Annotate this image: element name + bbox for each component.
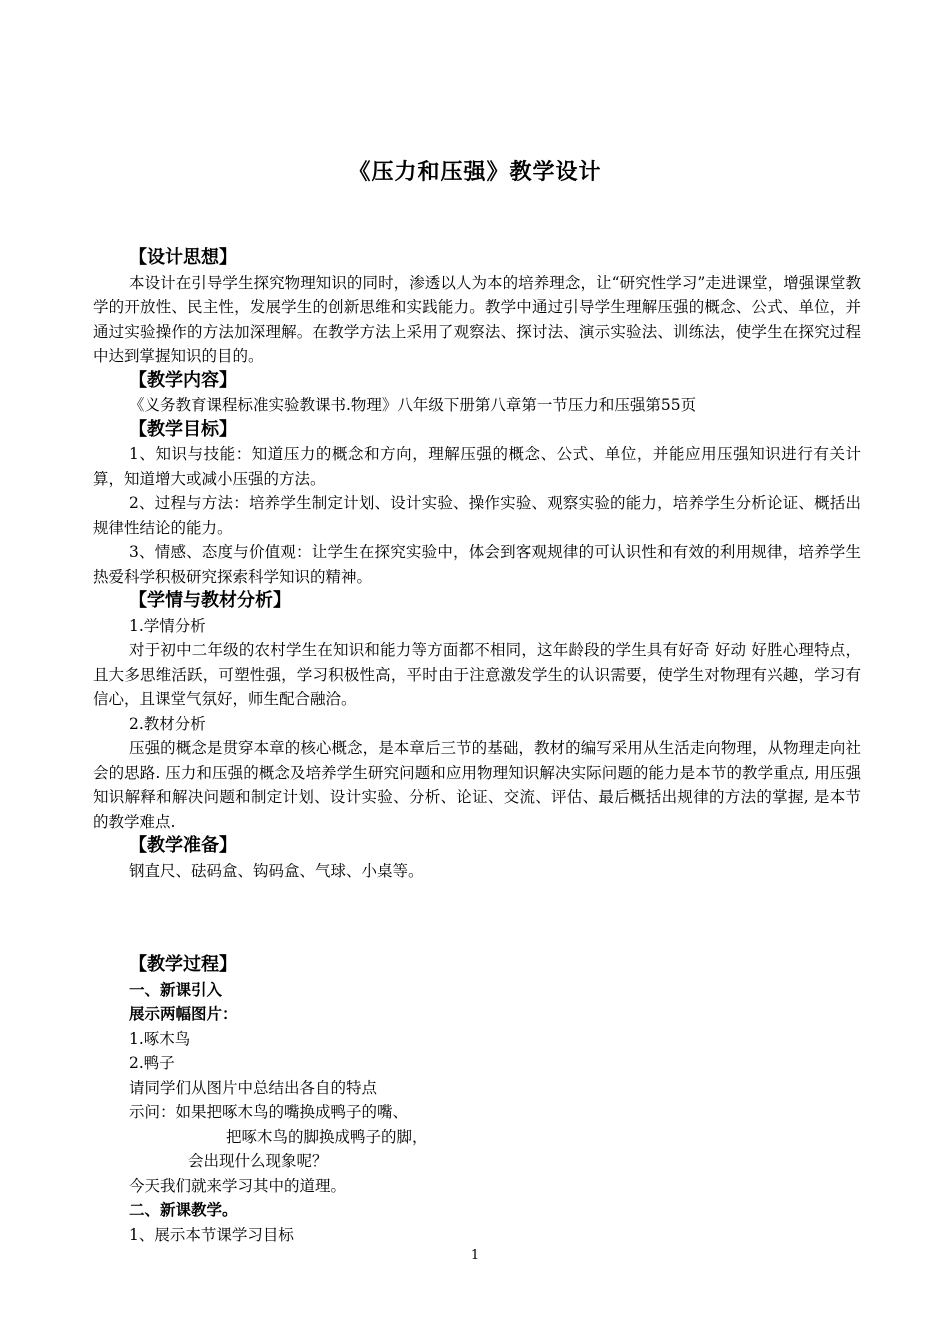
- process-ask4: 会出现什么现象呢？: [188, 1152, 328, 1170]
- document-title: 《压力和压强》教学设计: [348, 160, 602, 185]
- page-number: 1: [470, 1248, 480, 1263]
- student-analysis-text: 对于初中二年级的农村学生在知识和能力等方面都不相同，这年龄段的学生具有好奇 好动 好胜心理特点，且大多思维活跃，可塑性强，学习积极性高，平时由于注意激发学生的认识需要，使学生对物理有兴趣，学习有信心，且课堂气氛好，师生配合融洽。: [93, 641, 861, 708]
- document-body: [93, 246, 861, 1247]
- process-heading: 【教学过程】: [129, 954, 237, 975]
- process-step1: 1、展示本节课学习目标: [129, 1225, 294, 1244]
- design-idea-text: 本设计在引导学生探究物理知识的同时，渗透以人为本的培养理念，让“研究性学习”走进课堂，增强课堂教学的开放性、民主性，发展学生的创新思维和实践能力。教学中通过引导学生理解压强的概念、公式、单位，并通过实验操作的方法加深理解。在教学方法上采用了观察法、探讨法、演示实验法、训练法，使学生在探究过程中达到掌握知识的目的。: [93, 273, 861, 365]
- process-part1: 一、新课引入: [129, 980, 223, 999]
- textbook-analysis-text: 压强的概念是贯穿本章的核心概念，是本章后三节的基础，教材的编写采用从生活走向物理，从物理走向社会的思路. 压力和压强的概念及培养学生研究问题和应用物理知识解决实际问题的能力是本节的教学重点, 用压强知识解释和解决问题和制定计划、设计实验、分析、论证、交流、评估、最后概括出规律的方法的掌握, 是本节的教学难点.: [93, 739, 861, 831]
- process-show: 展示两幅图片：: [129, 1005, 238, 1023]
- goal-item: 3、情感、态度与价值观：让学生在探究实验中，体会到客观规律的可认识性和有效的利用规律，培养学生热爱科学积极研究探索科学知识的精神。: [93, 543, 861, 586]
- process-pic1: 1.啄木鸟: [129, 1029, 191, 1048]
- preparation-heading: 【教学准备】: [129, 835, 237, 856]
- design-idea-heading: 【设计思想】: [129, 247, 237, 268]
- analysis-heading: 【学情与教材分析】: [129, 590, 291, 611]
- process-pic2: 2.鸭子: [129, 1054, 175, 1072]
- content-heading: 【教学内容】: [129, 369, 237, 391]
- goals-heading: 【教学目标】: [129, 418, 237, 440]
- textbook-analysis-subheading: 2.教材分析: [129, 714, 206, 733]
- content-text: 《义务教育课程标准实验教课书.物理》八年级下册第八章第一节压力和压强第55页: [129, 396, 697, 414]
- student-analysis-subheading: 1.学情分析: [129, 616, 206, 635]
- goal-item: 1、知识与技能：知道压力的概念和方向，理解压强的概念、公式、单位，并能应用压强知识进行有关计算，知道增大或减小压强的方法。: [93, 445, 861, 488]
- preparation-text: 钢直尺、砝码盒、钩码盒、气球、小桌等。: [129, 861, 424, 880]
- process-ask1: 请同学们从图片中总结出各自的特点: [129, 1078, 378, 1097]
- process-ask2: 示问：如果把啄木鸟的嘴换成鸭子的嘴、: [129, 1103, 409, 1121]
- process-ask3: 把啄木鸟的脚换成鸭子的脚，: [226, 1127, 428, 1146]
- goal-item: 2、过程与方法：培养学生制定计划、设计实验、操作实验、观察实验的能力，培养学生分析论证、概括出规律性结论的能力。: [93, 494, 861, 537]
- process-today: 今天我们就来学习其中的道理。: [129, 1176, 347, 1195]
- process-part2: 二、新课教学。: [129, 1201, 238, 1219]
